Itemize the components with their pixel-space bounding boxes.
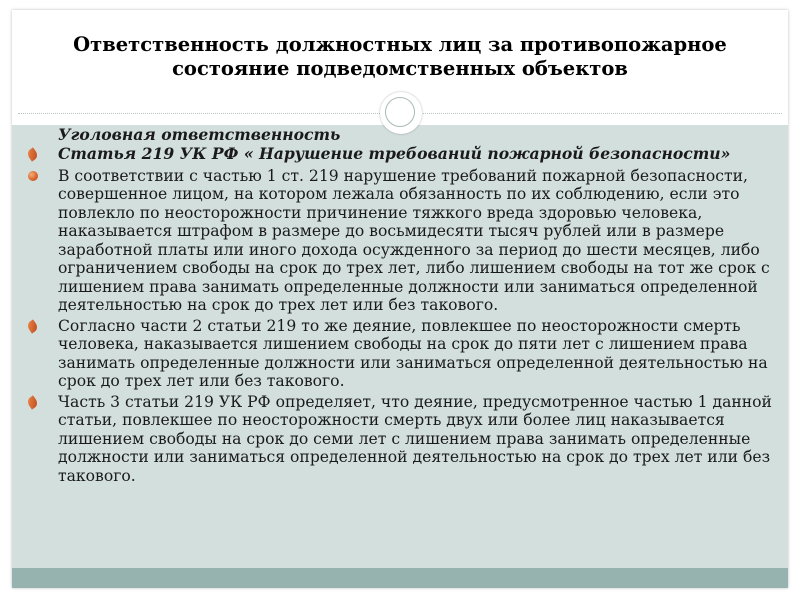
footer-bar <box>12 568 788 588</box>
leaf-bullet-icon <box>26 319 40 333</box>
divider-ring-ornament <box>380 92 422 134</box>
content-panel <box>12 125 788 568</box>
article-heading: Статья 219 УК РФ « Нарушение требований пожарной безопасности» <box>58 144 731 163</box>
paragraph-text: Согласно части 2 статьи 219 то же деяние, повлекшее по неосторожности смерть человека, наказывается лишением свободы на срок до пяти лет с лишением права занимать определенные должности или заниматься определенной деятельностью на срок до трех лет или без такового. <box>58 316 768 390</box>
list-item <box>26 393 780 486</box>
list-item <box>26 167 780 315</box>
leaf-bullet-icon <box>26 395 40 409</box>
ring-inner-circle <box>385 97 415 127</box>
article-heading-item <box>26 145 780 164</box>
paragraph-text: В соответствии с частью 1 ст. 219 нарушение требований пожарной безопасности, совершенное лицом, на котором лежала обязанность по их соблюдению, если это повлекло по неосторожности причинение тяжкого вреда здоровью человека, наказывается штрафом в размере до восьмидесяти тысяч рублей или в размере заработной платы или иного дохода осужденного за период до шести месяцев, либо ограничением свободы на срок до трех лет, либо лишением свободы на тот же срок с лишением права занимать определенные должности или заниматься определенной деятельностью на срок до трех лет или без такового. <box>58 166 770 314</box>
section-subheading: Уголовная ответственность <box>58 125 341 144</box>
paragraph-text: Часть 3 статьи 219 УК РФ определяет, что деяние, предусмотренное частью 1 данной статьи, повлекшее по неосторожности смерть двух или более лиц наказывается лишением свободы на срок до семи лет с лишением права занимать определенные должности или заниматься определенной деятельностью на срок до трех лет или без такового. <box>58 392 772 485</box>
list-item <box>26 317 780 391</box>
slide-title: Ответственность должностных лиц за противопожарное состояние подведомственных объектов <box>73 33 727 80</box>
leaf-bullet-icon <box>26 147 40 161</box>
bullet-icon <box>28 171 38 181</box>
slide <box>12 10 788 588</box>
body-text <box>26 125 780 487</box>
